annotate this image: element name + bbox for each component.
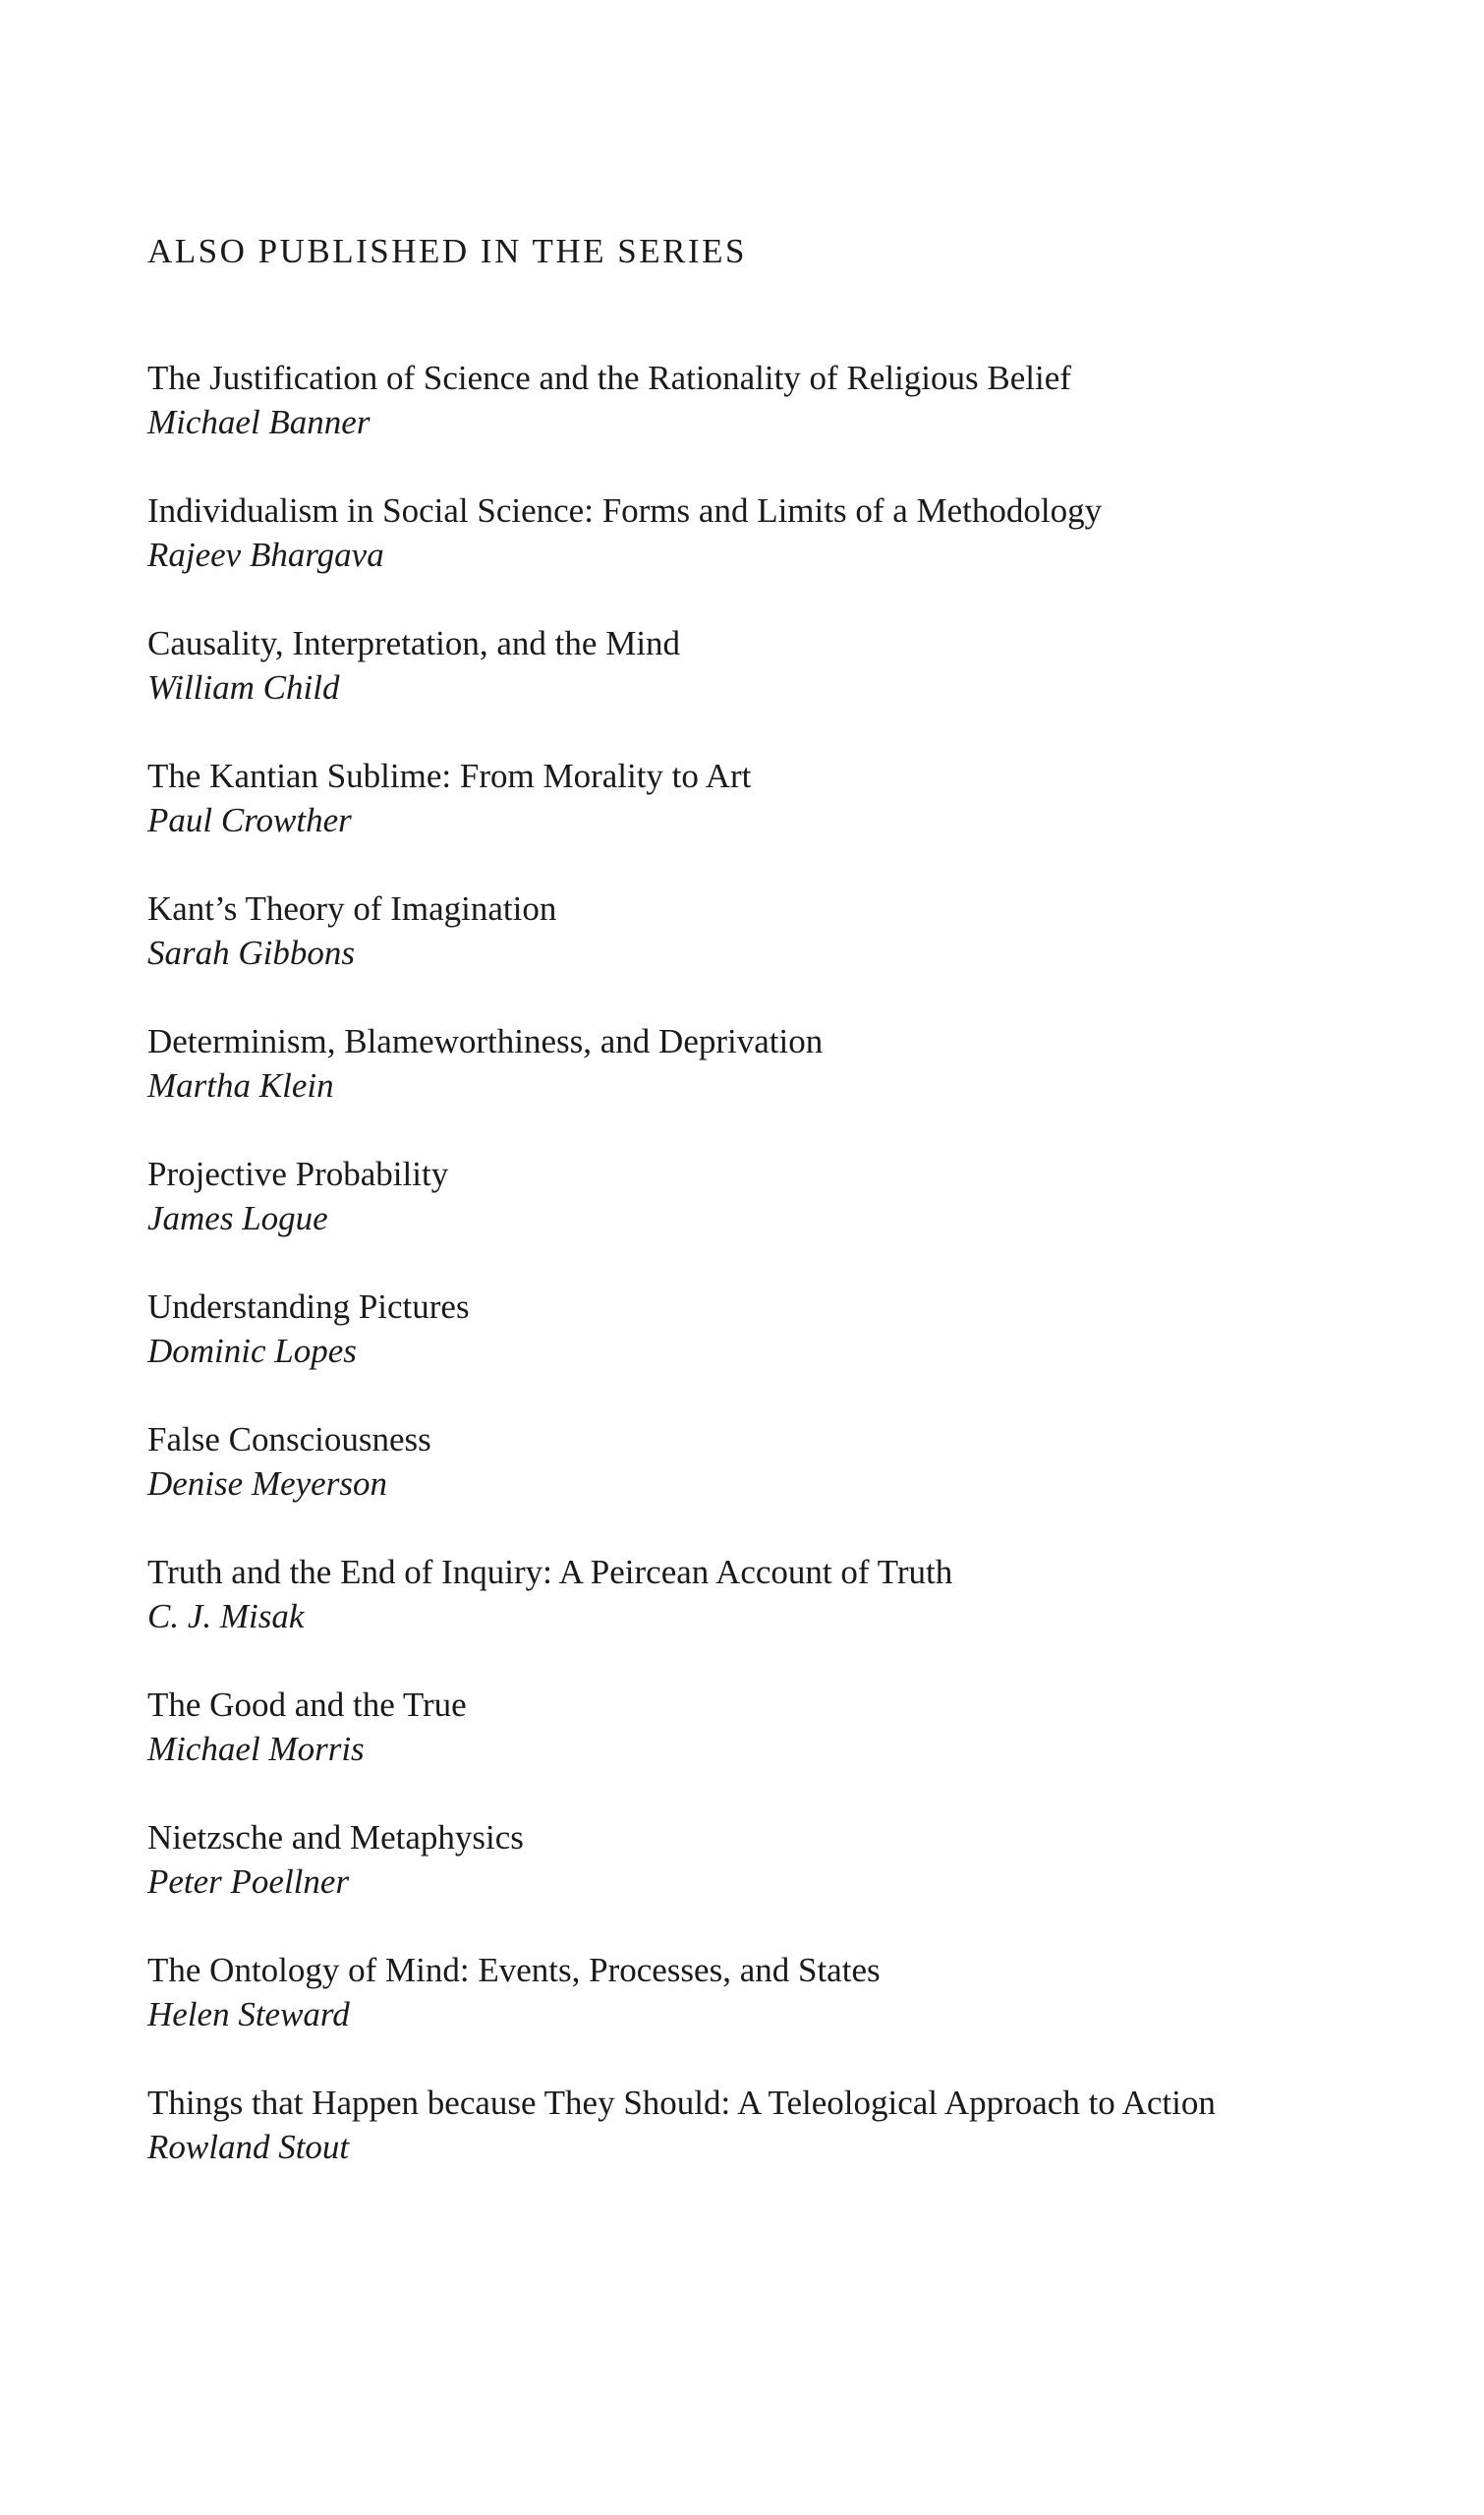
book-entry [147,621,1248,710]
book-author: Dominic Lopes [147,1332,357,1370]
book-title: Kant’s Theory of Imagination [147,889,557,928]
book-title: Nietzsche and Metaphysics [147,1818,524,1857]
book-author: Michael Morris [147,1730,365,1768]
book-entry [147,1815,1248,1904]
book-list [147,356,1248,2169]
book-entry [147,1417,1248,1506]
book-title: Truth and the End of Inquiry: A Peircean Account of Truth [147,1553,953,1591]
book-author: Helen Steward [147,1995,350,2033]
book-entry [147,1948,1248,2036]
book-author: Sarah Gibbons [147,934,355,972]
book-title: Understanding Pictures [147,1287,470,1326]
book-title: Projective Probability [147,1155,449,1193]
book-entry [147,754,1248,842]
book-author: C. J. Misak [147,1597,305,1635]
book-entry [147,356,1248,444]
book-author: Rowland Stout [147,2128,350,2166]
book-entry [147,1550,1248,1638]
series-page [147,228,1248,2213]
series-heading: ALSO PUBLISHED IN THE SERIES [147,232,747,270]
book-title: The Kantian Sublime: From Morality to Art [147,757,752,795]
book-entry [147,1152,1248,1240]
book-title: The Justification of Science and the Rationality of Religious Belief [147,359,1071,397]
book-author: James Logue [147,1199,328,1237]
book-author: Martha Klein [147,1066,334,1105]
book-title: False Consciousness [147,1420,431,1458]
book-entry [147,2081,1248,2169]
book-title: Determinism, Blameworthiness, and Deprivation [147,1022,824,1060]
book-author: Rajeev Bhargava [147,536,384,574]
book-author: Denise Meyerson [147,1464,387,1503]
book-entry [147,488,1248,577]
book-author: Paul Crowther [147,801,352,839]
book-author: Peter Poellner [147,1862,350,1901]
book-entry [147,1019,1248,1108]
book-entry [147,1285,1248,1373]
book-author: William Child [147,668,340,707]
book-title: The Good and the True [147,1686,467,1724]
book-title: Causality, Interpretation, and the Mind [147,624,681,662]
book-title: The Ontology of Mind: Events, Processes, and States [147,1951,881,1989]
book-entry [147,886,1248,975]
book-entry [147,1683,1248,1771]
book-author: Michael Banner [147,403,371,441]
book-title: Individualism in Social Science: Forms and Limits of a Methodology [147,491,1103,530]
book-title: Things that Happen because They Should: A Teleological Approach to Action [147,2084,1216,2122]
